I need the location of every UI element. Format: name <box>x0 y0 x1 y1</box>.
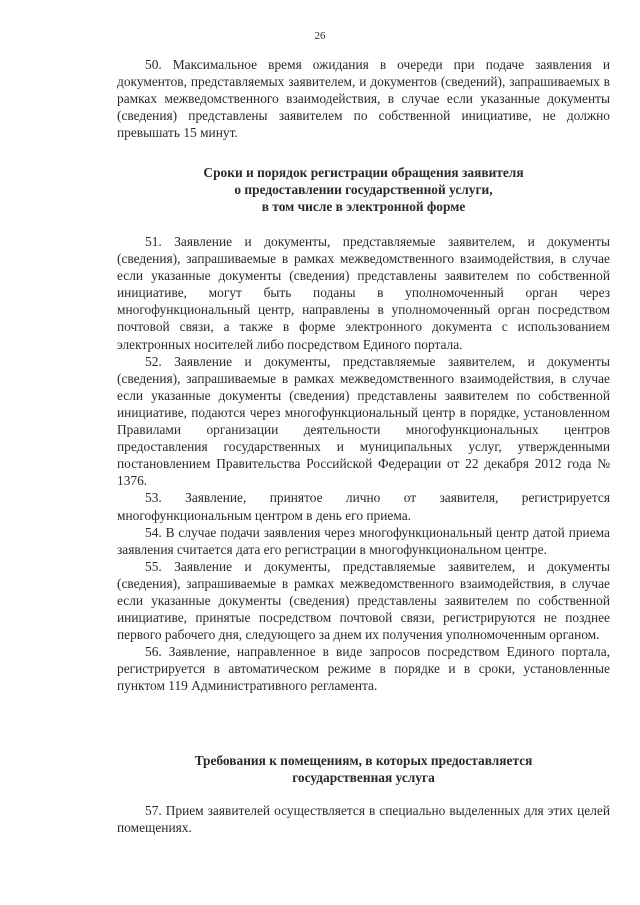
heading-line: Требования к помещениям, в которых предоставляется <box>194 753 533 768</box>
paragraph-54: 54. В случае подачи заявления через многофункциональный центр датой приема заявления считается дата его регистрации в многофункциональном центре. <box>117 524 610 557</box>
page-number: 26 <box>314 30 326 42</box>
heading-line: о предоставлении государственной услуги, <box>234 182 493 197</box>
heading-line: Сроки и порядок регистрации обращения заявителя <box>203 165 524 180</box>
heading-line: государственная услуга <box>292 770 435 785</box>
paragraph-53: 53. Заявление, принятое лично от заявителя, регистрируется многофункциональным центром в день его приема. <box>117 490 610 523</box>
section-heading-registration <box>117 164 610 215</box>
paragraph-57: 57. Прием заявителей осуществляется в специально выделенных для этих целей помещениях. <box>117 803 610 836</box>
section-1-body <box>117 56 610 141</box>
section-3-body <box>117 802 610 836</box>
section-heading-premises <box>117 752 610 786</box>
paragraph-52: 52. Заявление и документы, представляемые заявителем, и документы (сведения), запрашиваемые в рамках межведомственного взаимодействия, в случае если указанные документы (сведения) представлены заявителем по собственной инициативе, подаются через многофункциональный центр в порядке, установленном Правилами организации деятельности многофункциональных центров предоставления государственных и муниципальных услуг, утвержденными постановлением Правительства Российской Федерации от 22 декабря 2012 года № 1376. <box>117 353 610 489</box>
paragraph-56: 56. Заявление, направленное в виде запросов посредством Единого портала, регистрируется в автоматическом режиме в порядке и в сроки, установленные пунктом 119 Административного регламента. <box>117 644 610 694</box>
paragraph-50: 50. Максимальное время ожидания в очереди при подаче заявления и документов, представляемых заявителем, и документов (сведений), запрашиваемых в рамках межведомственного взаимодействия, в случае если указанные документы (сведения) представлены заявителем по собственной инициативе, не должно превышать 15 минут. <box>117 57 610 141</box>
paragraph-55: 55. Заявление и документы, представляемые заявителем, и документы (сведения), запрашиваемые в рамках межведомственного взаимодействия, в случае если указанные документы (сведения) представлены заявителем по собственной инициативе, принятые посредством почтовой связи, регистрируются не позднее первого рабочего дня, следующего за днем их получения уполномоченным органом. <box>117 558 610 643</box>
heading-line: в том числе в электронной форме <box>261 199 466 214</box>
paragraph-51: 51. Заявление и документы, представляемые заявителем, и документы (сведения), запрашиваемые в рамках межведомственного взаимодействия, в случае если указанные документы (сведения) представлены заявителем по собственной инициативе, могут быть поданы в уполномоченный орган через многофункциональный центр, направлены в уполномоченный орган посредством почтовой связи, а также в форме электронного документа с использованием электронных носителей либо посредством Единого портала. <box>117 234 610 352</box>
section-2-body <box>117 233 610 695</box>
